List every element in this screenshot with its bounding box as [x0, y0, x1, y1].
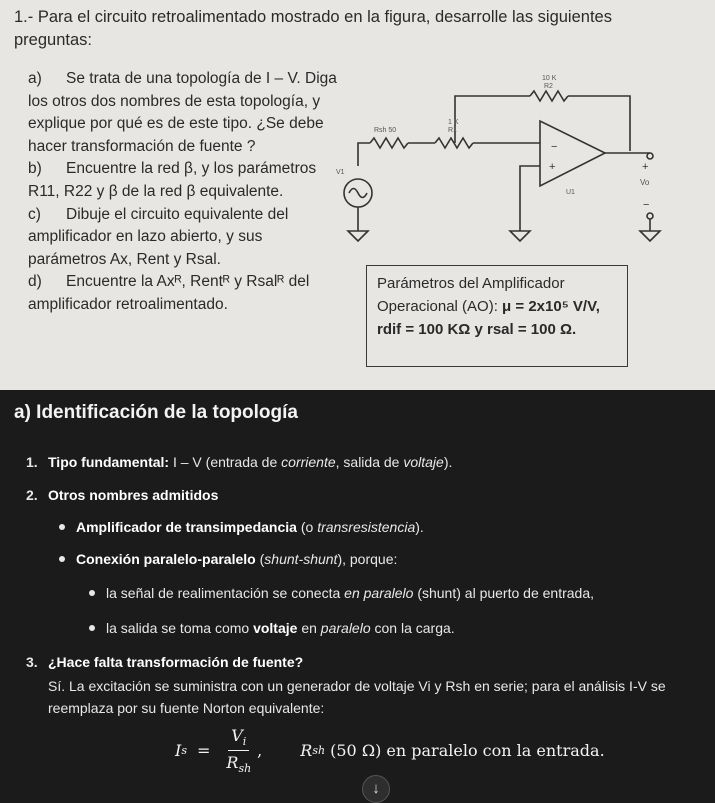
answer-heading: a) Identificación de la topología [14, 402, 298, 423]
wire-feedback-right [568, 96, 630, 151]
arrow-down-icon: ↓ [372, 780, 380, 797]
answer-sub-bullet-2: la salida se toma como voltaje en paralelo con la carga. [106, 620, 455, 636]
opamp-minus-label: − [551, 141, 558, 153]
opamp-triangle [540, 121, 605, 186]
question-item-a: a) Se trata de una topología de I – V. Diga los otros dos nombres de esta topología, y explique por qué es de este tipo. ¿Se debe hacer transformación de fuente ? [28, 70, 337, 155]
wire-noninverting [520, 166, 540, 231]
u1-label: U1 [566, 189, 575, 196]
answer-item-3-text-2: reemplaza por su fuente Norton equivalente: [48, 700, 325, 716]
scroll-down-button[interactable] [362, 775, 390, 803]
question-title: 1.- Para el circuito retroalimentado mostrado en la figura, desarrolle las siguientes preguntas: [14, 8, 612, 49]
sub-bullet-dot [89, 625, 95, 631]
r2-value-label: 10 K [542, 75, 557, 82]
vo-plus-label: + [642, 161, 649, 173]
circuit-diagram [330, 66, 670, 261]
answer-bullet-2: Conexión paralelo-paralelo (shunt-shunt), porque: [76, 551, 398, 567]
sub-bullet-dot [89, 590, 95, 596]
rsh-resistor [370, 138, 408, 148]
bullet-dot [59, 556, 65, 562]
answer-sub-bullet-1: la señal de realimentación se conecta en paralelo (shunt) al puerto de entrada, [106, 585, 594, 601]
vo-terminal-top [647, 153, 653, 159]
wire-feedback-top [455, 96, 530, 143]
answer-bullet-1: Amplificador de transimpedancia (o transresistencia). [76, 519, 424, 535]
spec-line-1: Parámetros del Amplificador [377, 275, 565, 292]
answer-item-3-text-1: Sí. La excitación se suministra con un generador de voltaje Vi y Rsh en serie; para el análisis I-V se [48, 678, 666, 694]
ground-source [348, 231, 368, 241]
opamp-plus-label: + [549, 161, 556, 173]
r2-resistor [530, 91, 568, 101]
question-item-c: c) Dibuje el circuito equivalente del amplificador en lazo abierto, y sus parámetros Ax, Rent y Rsal. [28, 205, 289, 268]
rsh-label: Rsh 50 [374, 127, 397, 134]
question-list [28, 68, 338, 317]
answer-item-2: 2. Otros nombres admitidos [26, 487, 219, 503]
formula-fraction: $\frac{V_i}{R_{sh}}$ [226, 726, 252, 776]
wire-input [358, 143, 370, 166]
ground-opamp [510, 231, 530, 241]
spec-line-3: rdif = 100 KΩ y rsal = 100 Ω. [377, 321, 577, 338]
question-item-d: d) Encuentre la Axᴿ, Rentᴿ y Rsalᴿ del amplificador retroalimentado. [28, 273, 310, 313]
question-item-b: b) Encuentre la red β, y los parámetros R11, R22 y β de la red β equivalente. [28, 160, 317, 200]
vo-minus-label: − [643, 199, 650, 211]
answer-item-3: 3. ¿Hace falta transformación de fuente? [26, 654, 304, 670]
vo-terminal-bottom [647, 213, 653, 219]
ground-output [640, 231, 660, 241]
answer-item-1: 1. Tipo fundamental: I – V (entrada de corriente, salida de voltaje). [26, 454, 453, 470]
spec-line-2: Operacional (AO): μ = 2x10⁵ V/V, [377, 298, 600, 315]
v1-label: V1 [336, 169, 345, 176]
exercise-photo [0, 0, 715, 390]
answer-panel [0, 390, 715, 801]
r1-resistor [435, 138, 473, 148]
r2-name-label: R2 [544, 83, 553, 90]
norton-formula: I s = $\frac{V_i}{R_{sh}}$ , R sh (50 Ω) en paralelo con la entrada. [175, 726, 605, 776]
r1-name-label: R1 [448, 127, 457, 134]
opamp-parameters-box [366, 265, 628, 367]
bullet-dot [59, 524, 65, 530]
v1-sine [349, 189, 367, 198]
vo-label: Vo [640, 178, 650, 187]
r1-value-label: 1 K [448, 119, 459, 126]
